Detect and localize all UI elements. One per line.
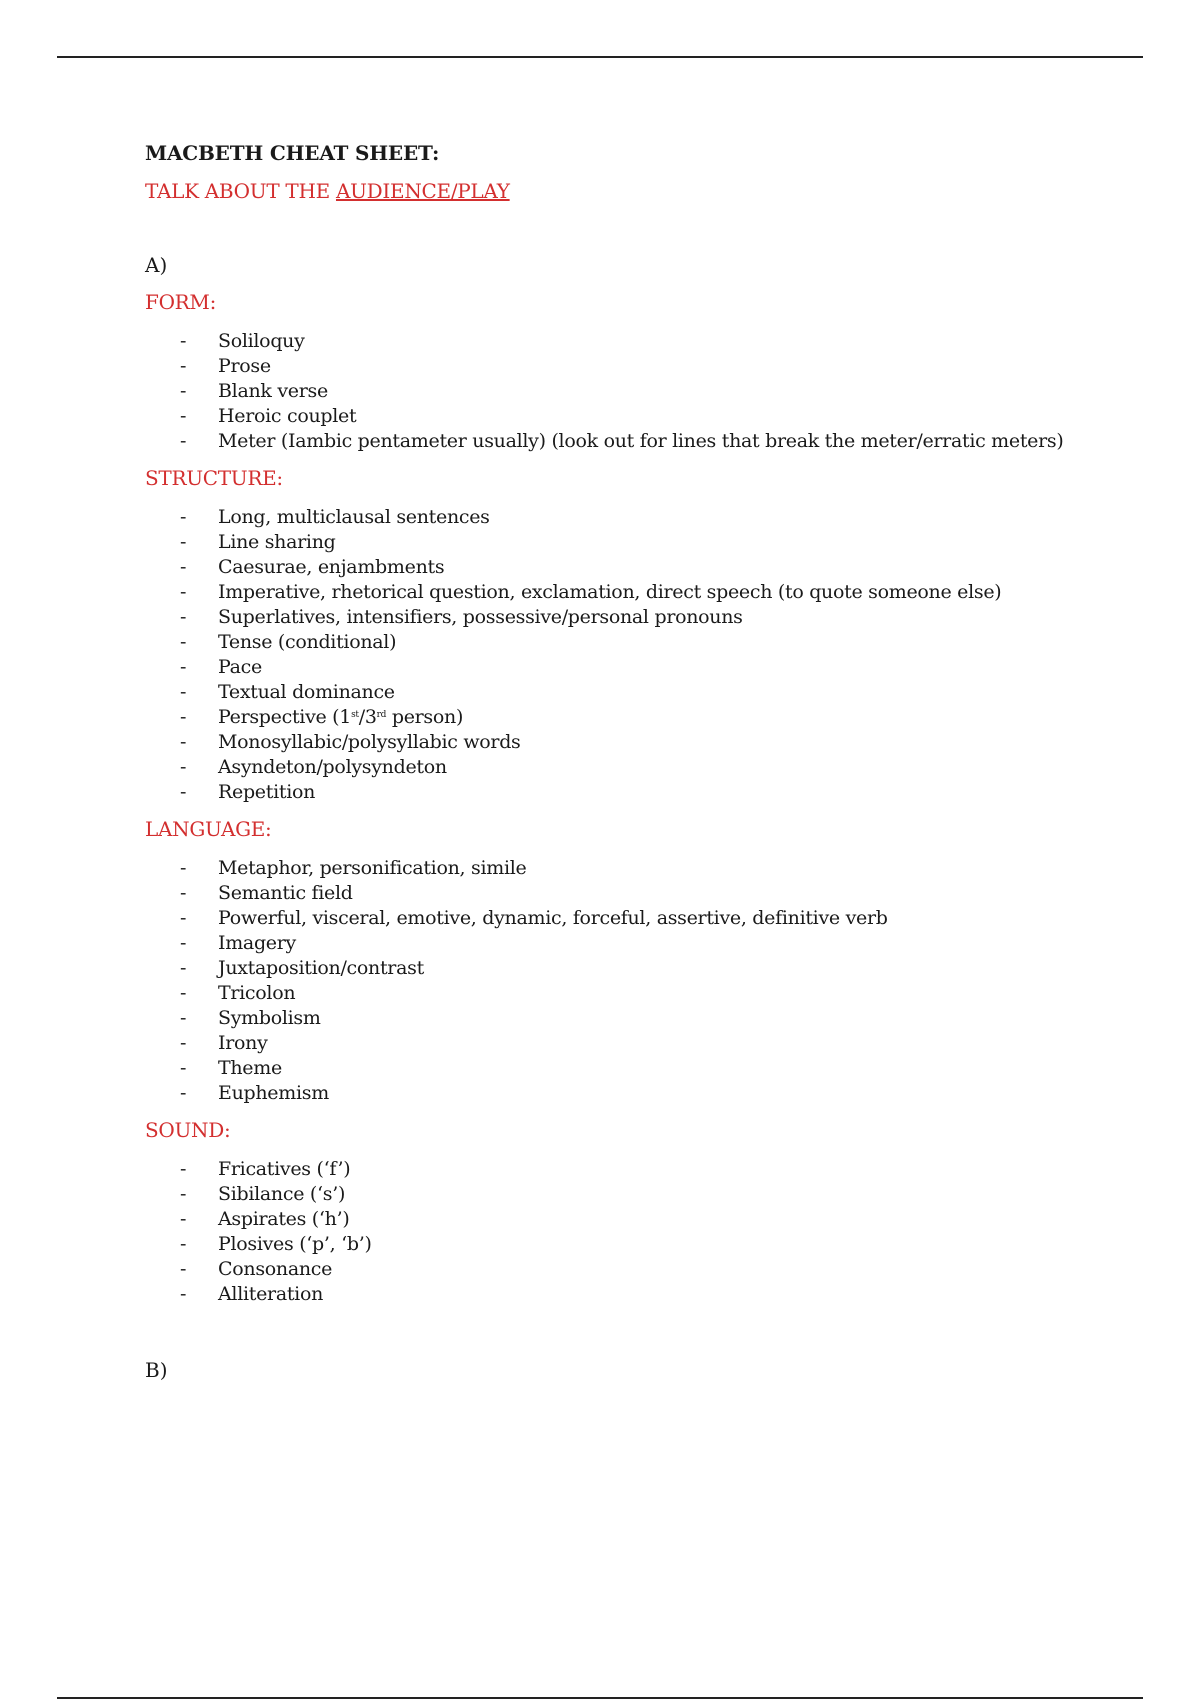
list-item xyxy=(145,1182,1105,1207)
item-text: Prose xyxy=(218,355,271,377)
subtitle xyxy=(145,178,1105,204)
list-item xyxy=(145,881,1105,906)
list-item xyxy=(145,580,1105,605)
list-item xyxy=(145,329,1105,354)
list-item xyxy=(145,1157,1105,1182)
item-text: Fricatives (‘f’) xyxy=(218,1158,351,1180)
bullet-dash: - xyxy=(180,506,187,528)
bullet-dash: - xyxy=(180,756,187,778)
list-item xyxy=(145,755,1105,780)
list-item xyxy=(145,530,1105,555)
item-text: Caesurae, enjambments xyxy=(218,556,445,578)
list-item xyxy=(145,354,1105,379)
list-item xyxy=(145,705,1105,730)
item-text: Heroic couplet xyxy=(218,405,357,427)
bullet-dash: - xyxy=(180,857,187,879)
bullet-dash: - xyxy=(180,531,187,553)
bullet-dash: - xyxy=(180,606,187,628)
bullet-dash: - xyxy=(180,631,187,653)
list-item xyxy=(145,630,1105,655)
bullet-dash: - xyxy=(180,1258,187,1280)
bullet-dash: - xyxy=(180,380,187,402)
item-text: Textual dominance xyxy=(218,681,395,703)
structure-heading: STRUCTURE: xyxy=(145,466,283,490)
bullet-dash: - xyxy=(180,882,187,904)
bullet-dash: - xyxy=(180,706,187,728)
bullet-dash: - xyxy=(180,581,187,603)
document-body xyxy=(145,140,1105,1383)
list-item xyxy=(145,505,1105,530)
item-text: Perspective (1st/3rd person) xyxy=(218,706,464,728)
item-text: Consonance xyxy=(218,1258,333,1280)
sound-heading: SOUND: xyxy=(145,1118,231,1142)
item-text: Soliloquy xyxy=(218,330,305,352)
item-text: Semantic field xyxy=(218,882,353,904)
bullet-dash: - xyxy=(180,430,187,452)
list-item xyxy=(145,1081,1105,1106)
list-item xyxy=(145,1031,1105,1056)
sound-list xyxy=(145,1157,1105,1307)
part-b-label: B) xyxy=(145,1358,168,1382)
item-text: Alliteration xyxy=(218,1283,324,1305)
item-text: Tense (conditional) xyxy=(218,631,397,653)
list-item xyxy=(145,931,1105,956)
bullet-dash: - xyxy=(180,405,187,427)
item-text: Juxtaposition/contrast xyxy=(218,957,424,979)
bullet-dash: - xyxy=(180,1208,187,1230)
list-item xyxy=(145,1207,1105,1232)
bullet-dash: - xyxy=(180,681,187,703)
bullet-dash: - xyxy=(180,556,187,578)
top-rule xyxy=(57,56,1143,58)
item-text: Imperative, rhetorical question, exclamation, direct speech (to quote someone else) xyxy=(218,581,1002,603)
list-item xyxy=(145,655,1105,680)
subtitle-underlined: AUDIENCE/PLAY xyxy=(335,179,510,203)
list-item xyxy=(145,780,1105,805)
bottom-rule xyxy=(57,1697,1143,1699)
item-text: Blank verse xyxy=(218,380,328,402)
bullet-dash: - xyxy=(180,907,187,929)
list-item xyxy=(145,555,1105,580)
item-text: Pace xyxy=(218,656,262,678)
item-text: Repetition xyxy=(218,781,316,803)
item-text: Symbolism xyxy=(218,1007,321,1029)
bullet-dash: - xyxy=(180,1233,187,1255)
item-text: Irony xyxy=(218,1032,268,1054)
bullet-dash: - xyxy=(180,731,187,753)
item-text: Euphemism xyxy=(218,1082,329,1104)
item-text: Sibilance (‘s’) xyxy=(218,1183,346,1205)
item-text: Powerful, visceral, emotive, dynamic, forceful, assertive, definitive verb xyxy=(218,907,888,929)
item-text: Metaphor, personification, simile xyxy=(218,857,527,879)
page-title: MACBETH CHEAT SHEET: xyxy=(145,141,440,165)
item-text: Imagery xyxy=(218,932,296,954)
list-item xyxy=(145,730,1105,755)
bullet-dash: - xyxy=(180,656,187,678)
list-item xyxy=(145,956,1105,981)
item-text: Tricolon xyxy=(218,982,296,1004)
item-text: Superlatives, intensifiers, possessive/personal pronouns xyxy=(218,606,743,628)
bullet-dash: - xyxy=(180,1082,187,1104)
bullet-dash: - xyxy=(180,932,187,954)
bullet-dash: - xyxy=(180,1158,187,1180)
item-text: Meter (Iambic pentameter usually) (look out for lines that break the meter/erratic meters) xyxy=(218,430,1064,452)
bullet-dash: - xyxy=(180,982,187,1004)
list-item xyxy=(145,1232,1105,1257)
list-item xyxy=(145,1006,1105,1031)
language-list xyxy=(145,856,1105,1106)
bullet-dash: - xyxy=(180,1283,187,1305)
list-item xyxy=(145,605,1105,630)
item-text: Aspirates (‘h’) xyxy=(218,1208,350,1230)
bullet-dash: - xyxy=(180,1007,187,1029)
form-list xyxy=(145,329,1105,454)
bullet-dash: - xyxy=(180,1057,187,1079)
item-text: Theme xyxy=(218,1057,282,1079)
bullet-dash: - xyxy=(180,1032,187,1054)
bullet-dash: - xyxy=(180,355,187,377)
part-a-label: A) xyxy=(145,253,168,277)
item-text: Plosives (‘p’, ‘b’) xyxy=(218,1233,372,1255)
item-text: Long, multiclausal sentences xyxy=(218,506,490,528)
list-item xyxy=(145,856,1105,881)
item-text: Line sharing xyxy=(218,531,336,553)
item-text: Asyndeton/polysyndeton xyxy=(218,756,447,778)
form-heading: FORM: xyxy=(145,290,217,314)
item-text: Monosyllabic/polysyllabic words xyxy=(218,731,521,753)
subtitle-prefix: TALK ABOUT THE xyxy=(145,179,336,203)
bullet-dash: - xyxy=(180,1183,187,1205)
list-item xyxy=(145,1056,1105,1081)
bullet-dash: - xyxy=(180,957,187,979)
language-heading: LANGUAGE: xyxy=(145,817,272,841)
list-item xyxy=(145,404,1105,429)
list-item xyxy=(145,1282,1105,1307)
list-item xyxy=(145,1257,1105,1282)
list-item xyxy=(145,379,1105,404)
bullet-dash: - xyxy=(180,781,187,803)
list-item xyxy=(145,981,1105,1006)
list-item xyxy=(145,429,1105,454)
structure-list xyxy=(145,505,1105,805)
list-item xyxy=(145,906,1105,931)
list-item xyxy=(145,680,1105,705)
bullet-dash: - xyxy=(180,330,187,352)
